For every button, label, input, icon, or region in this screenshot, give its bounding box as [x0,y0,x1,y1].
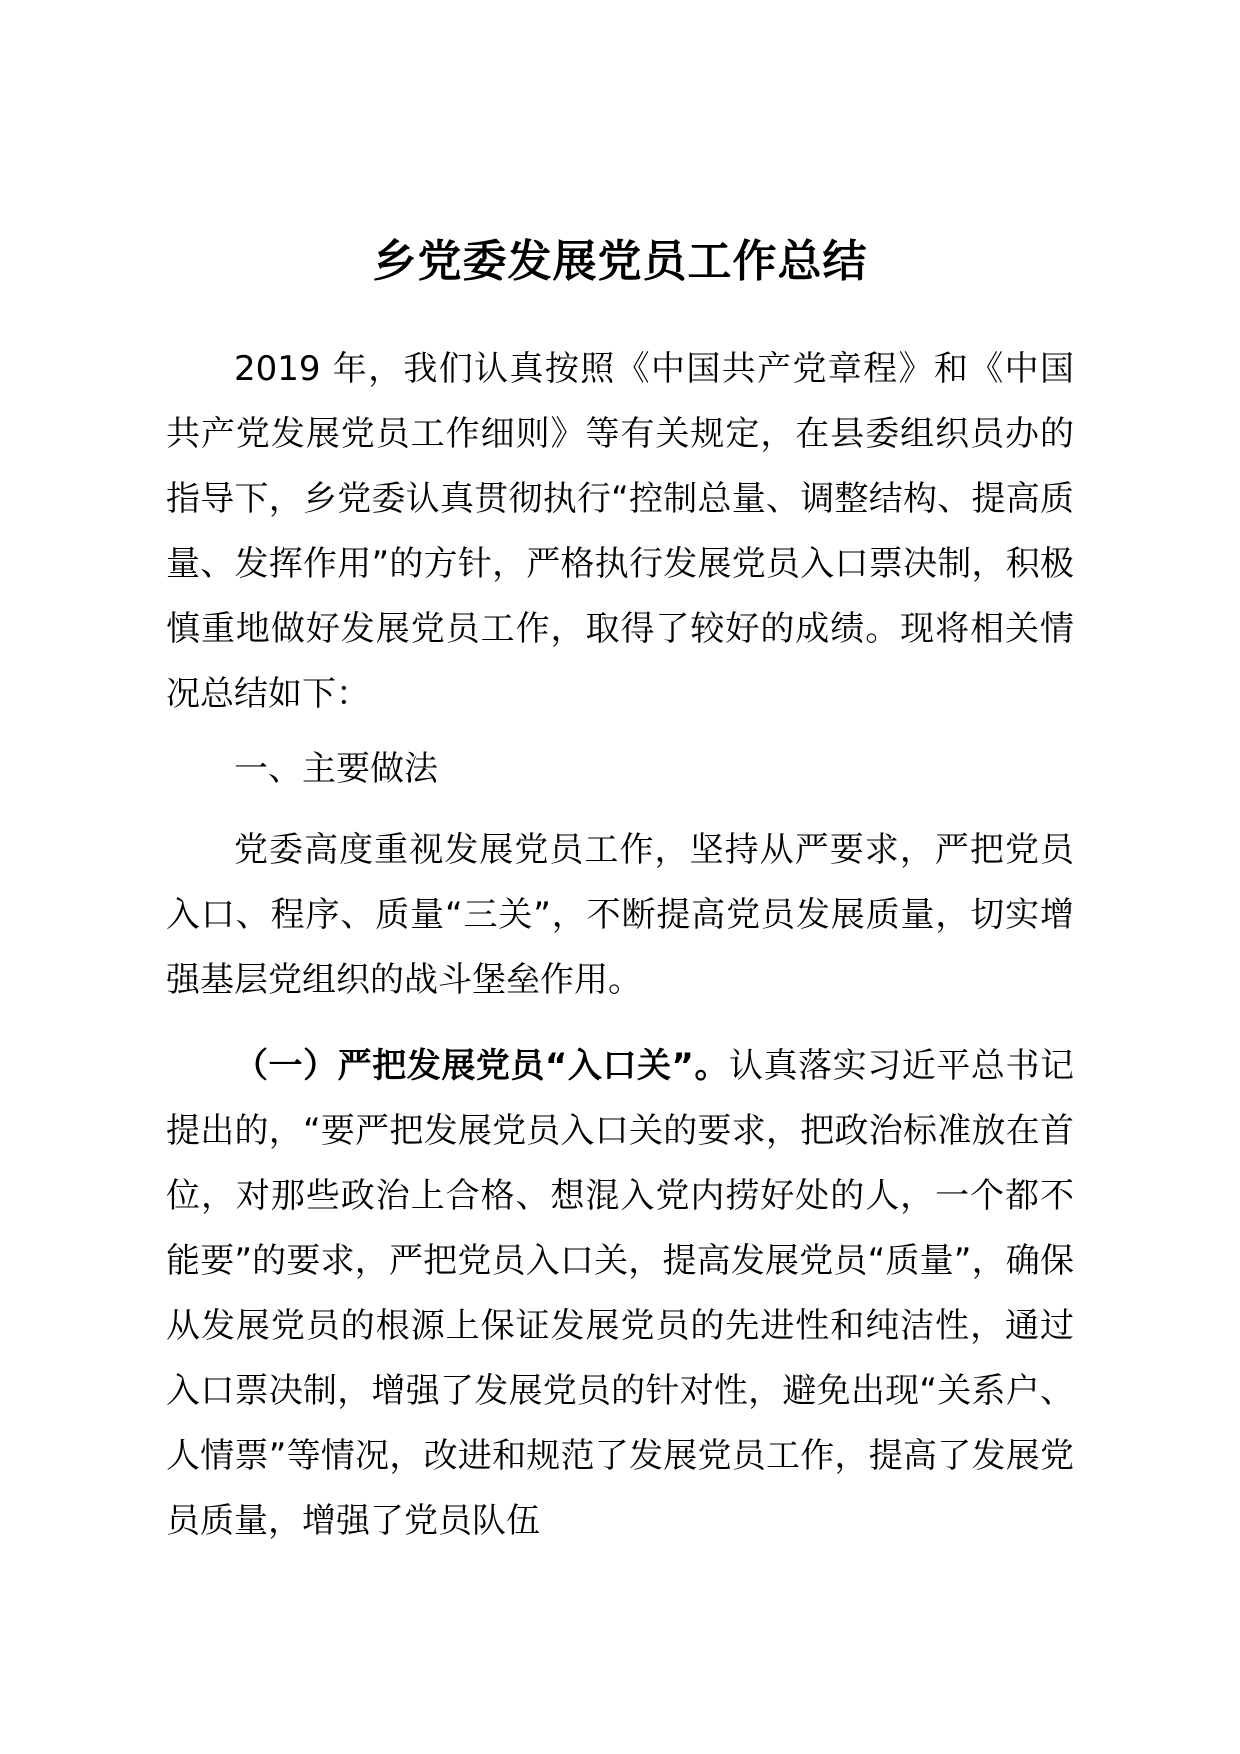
subsection-paragraph [166,1034,1074,1554]
subsection-body: 认真落实习近平总书记提出的，“要严把发展党员入口关的要求，把政治标准放在首位，对那些政治上合格、想混入党内捞好处的人，一个都不能要”的要求，严把党员入口关，提高发展党员“质量”，确保从发展党员的根源上保证发展党员的先进性和纯洁性，通过入口票决制，增强了发展党员的针对性，避免出现“关系户、人情票”等情况，改进和规范了发展党员工作，提高了发展党员质量，增强了党员队伍 [166,1046,1075,1541]
section-intro-paragraph: 党委高度重视发展党员工作，坚持从严要求，严把党员入口、程序、质量“三关”，不断提高党员发展质量，切实增强基层党组织的战斗堡垒作用。 [166,830,1074,1000]
document-title: 乡党委发展党员工作总结 [372,236,868,287]
subsection-heading: （一）严把发展党员“入口关”。 [234,1046,730,1086]
intro-paragraph: 2019 年，我们认真按照《中国共产党章程》和《中国共产党发展党员工作细则》等有关规定，在县委组织员办的指导下，乡党委认真贯彻执行“控制总量、调整结构、提高质量、发挥作用”的方针，严格执行发展党员入口票决制，积极慎重地做好发展党员工作，取得了较好的成绩。现将相关情况总结如下： [166,349,1074,714]
section-heading: 一、主要做法 [234,749,438,789]
